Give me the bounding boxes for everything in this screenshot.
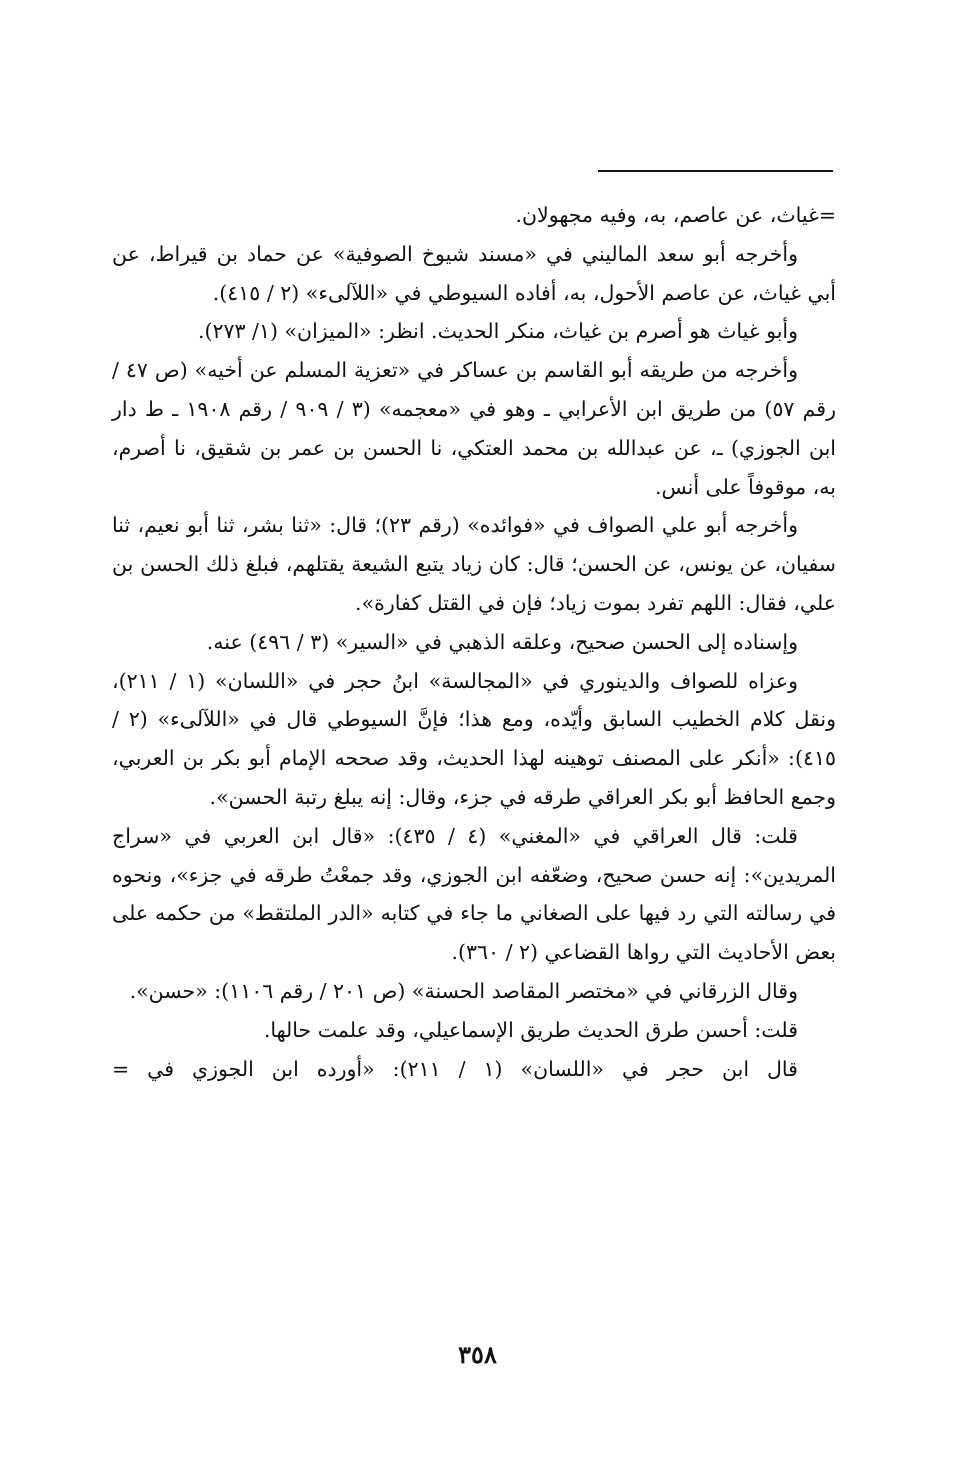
footnote-separator <box>598 170 833 172</box>
paragraph-4: وأخرجه من طريقه أبو القاسم بن عساكر في «تعزية المسلم عن أخيه» (ص ٤٧ / رقم ٥٧) من طريق ابن الأعرابي ـ وهو في «معجمه» (٣ / ٩٠٩ / رقم ١٩٠٨ ـ ط دار ابن الجوزي) ـ، عن عبدالله بن محمد العتكي، نا الحسن بن عمر بن شقيق، نا أصرم، به، موقوفاً على أنس. <box>112 358 836 499</box>
paragraph-5: وأخرجه أبو علي الصواف في «فوائده» (رقم ٢٣)؛ قال: «ثنا بشر، ثنا أبو نعيم، ثنا سفيان، عن يونس، عن الحسن؛ قال: كان زياد يتبع الشيعة يقتلهم، فبلغ ذلك الحسن بن علي، فقال: اللهم تفرد بموت زياد؛ فإن في القتل كفارة». <box>112 513 836 615</box>
paragraph-9: وقال الزرقاني في «مختصر المقاصد الحسنة» (ص ٢٠١ / رقم ١١٠٦): «حسن». <box>129 978 798 1003</box>
paragraph-7: وعزاه للصواف والدينوري في «المجالسة» ابنُ حجر في «اللسان» (١ / ٢١١)، ونقل كلام الخطيب السابق وأيّده، ومع هذا؛ فإنَّ السيوطي قال في «اللآلىء» (٢ / ٤١٥): «أنكر على المصنف توهينه لهذا الحديث، وقد صححه الإمام أبو بكر بن العربي، وجمع الحافظ أبو بكر العراقي طرقه في جزء، وقال: إنه يبلغ رتبة الحسن». <box>112 668 836 809</box>
paragraph-2: وأخرجه أبو سعد الماليني في «مسند شيوخ الصوفية» عن حماد بن قيراط، عن أبي غياث، عن عاصم الأحول، به، أفاده السيوطي في «اللآلىء» (٢ / ٤١٥). <box>112 241 836 305</box>
paragraph-8: قلت: قال العراقي في «المغني» (٤ / ٤٣٥): «قال ابن العربي في «سراج المريدين»: إنه حسن صحيح، وضعّفه ابن الجوزي، وقد جمعْتُ طرقه في جزء»، ونحوه في رسالته التي رد فيها على الصغاني ما جاء في كتابه «الدر الملتقط» من حكمه على بعض الأحاديث التي رواها القضاعي (٢ / ٣٦٠). <box>112 823 836 965</box>
page-number: ٣٥٨ <box>458 1340 497 1369</box>
footnote-text <box>112 196 836 1088</box>
paragraph-10: قلت: أحسن طرق الحديث طريق الإسماعيلي، وقد علمت حالها. <box>263 1017 798 1042</box>
paragraph-6: وإسناده إلى الحسن صحيح، وعلقه الذهبي في «السير» (٣ / ٤٩٦) عنه. <box>206 629 798 654</box>
paragraph-3: وأبو غياث هو أصرم بن غياث، منكر الحديث. انظر: «الميزان» (١/ ٢٧٣). <box>197 319 798 344</box>
paragraph-1: =غياث، عن عاصم، به، وفيه مجهولان. <box>515 203 836 227</box>
paragraph-11: قال ابن حجر في «اللسان» (١ / ٢١١): «أورده ابن الجوزي في = <box>112 1056 798 1081</box>
